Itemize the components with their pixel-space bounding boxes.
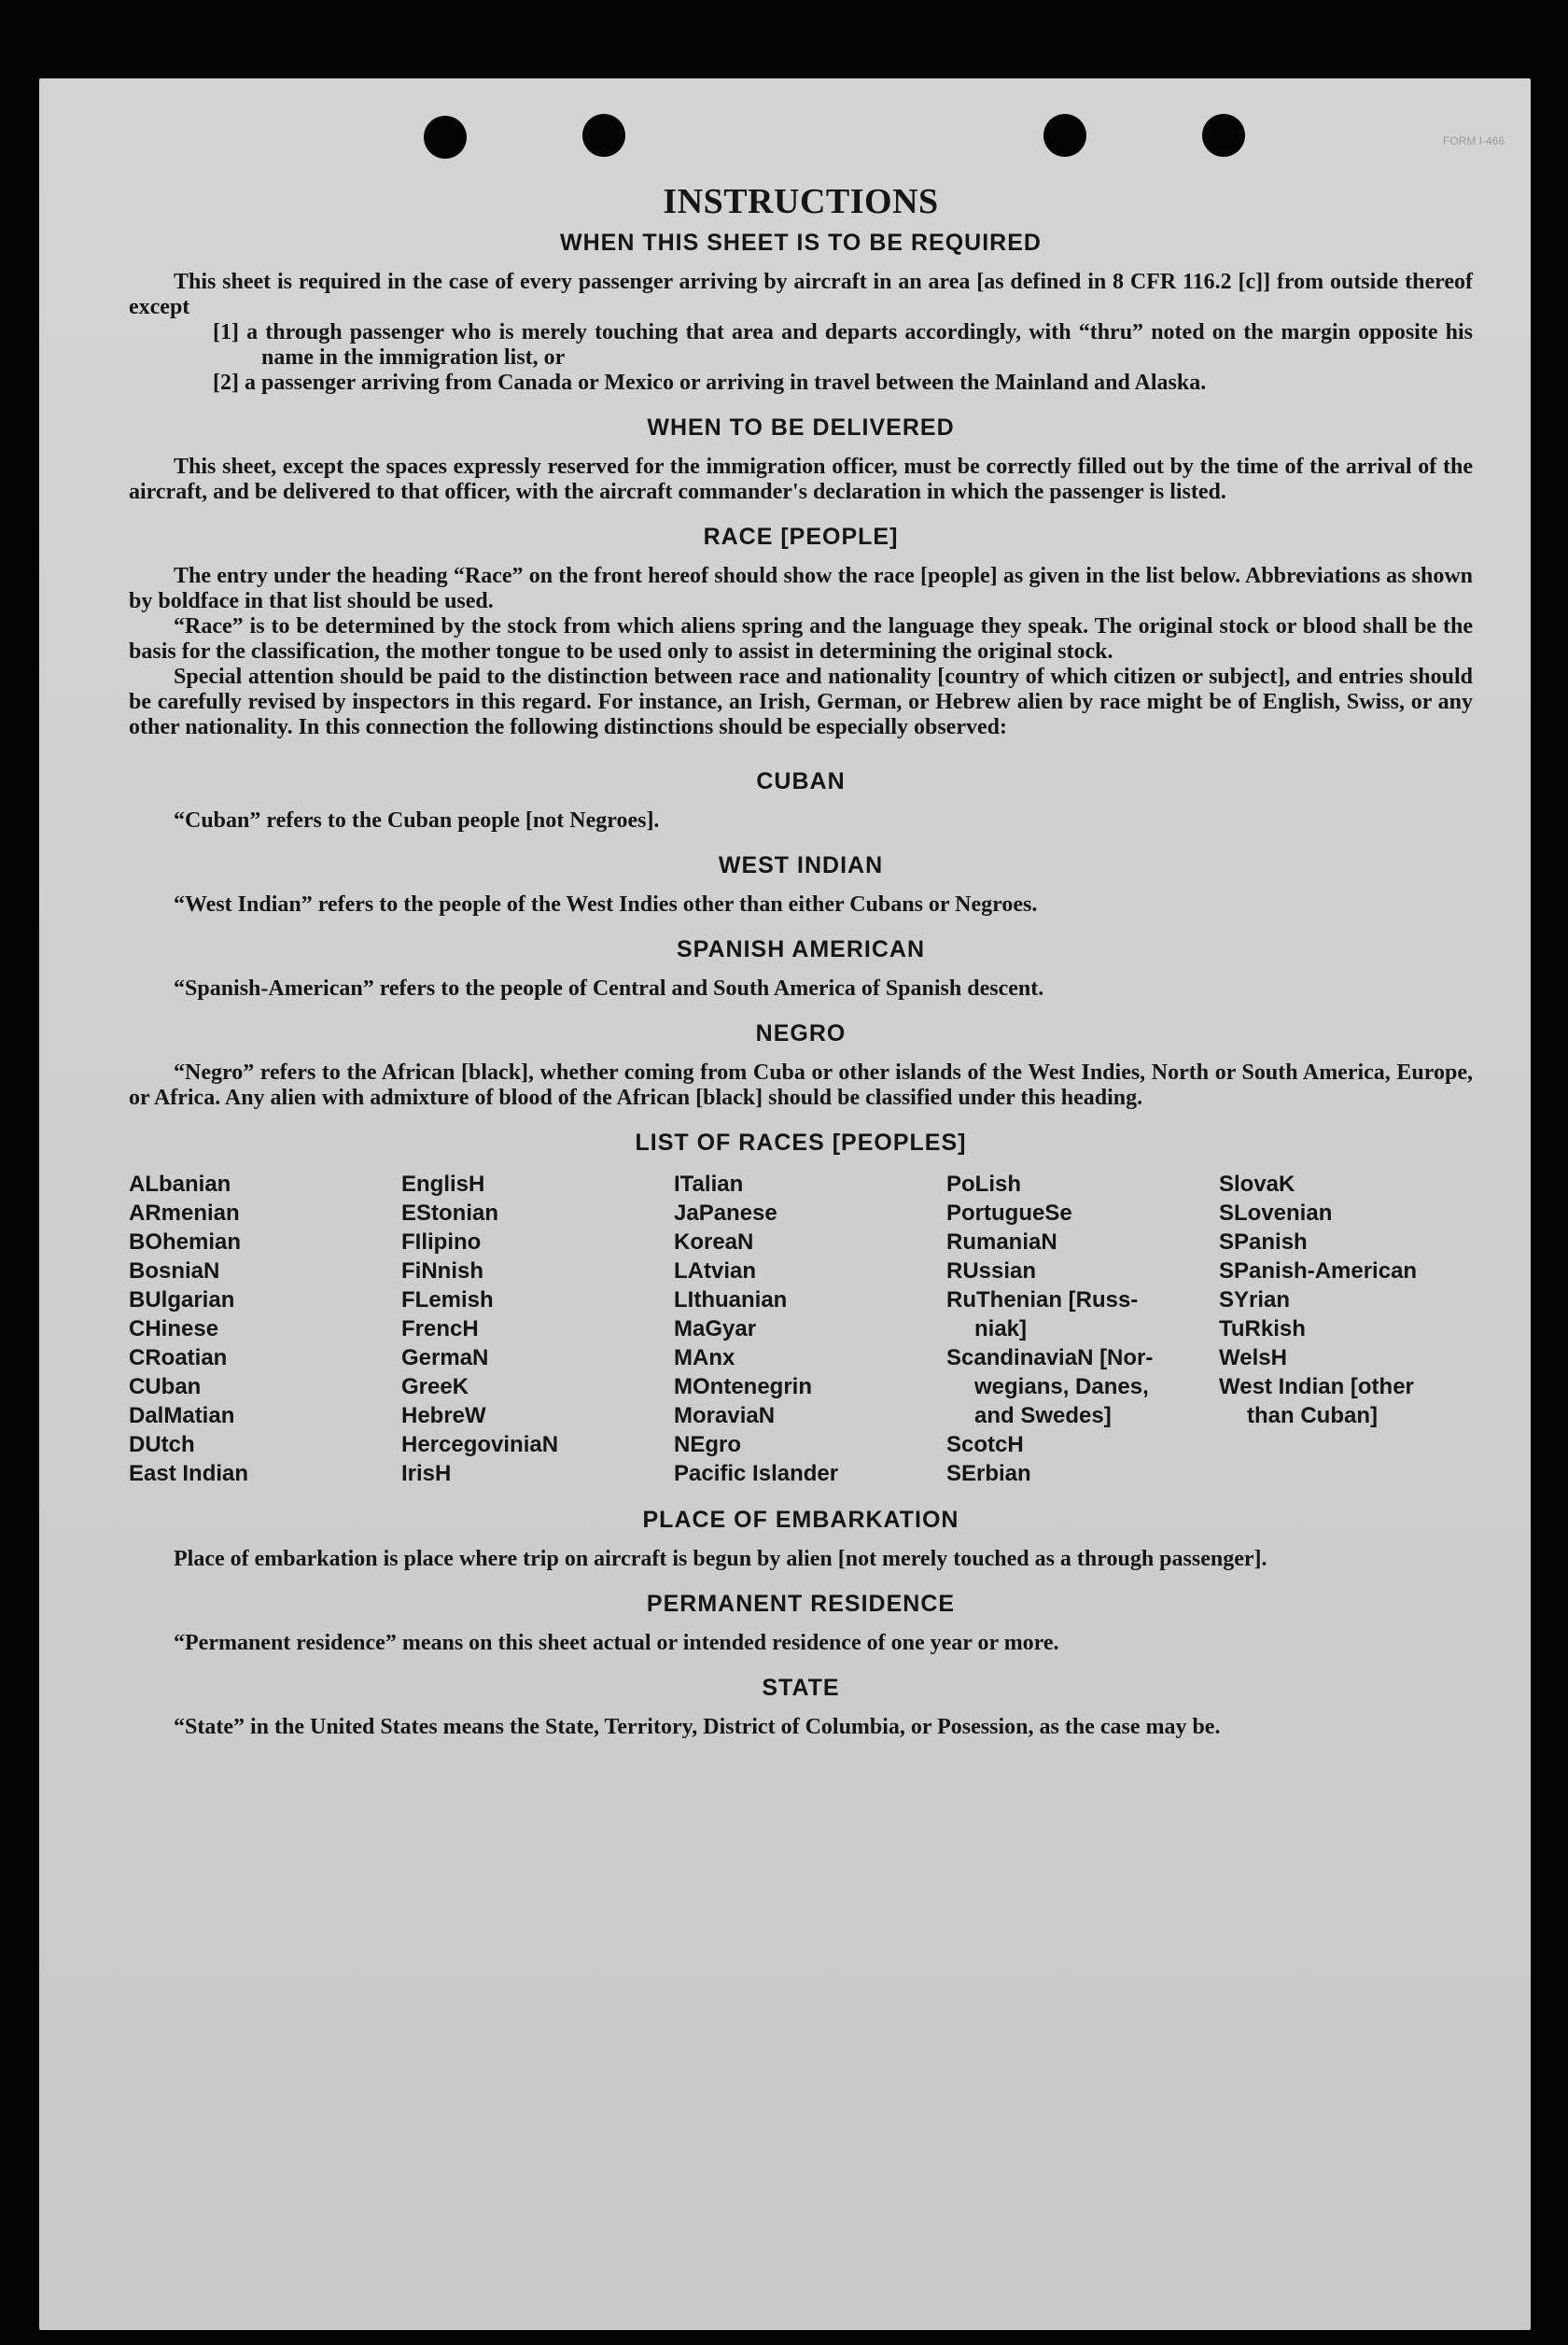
cuban-text: “Cuban” refers to the Cuban people [not Negroes]. xyxy=(174,808,660,833)
race-entry: CRoatian xyxy=(129,1345,228,1370)
heading-state: STATE xyxy=(762,1675,840,1701)
race-entry: LAtvian xyxy=(674,1258,757,1284)
residence-text: “Permanent residence” means on this sheet actual or intended residence of one year or more. xyxy=(174,1631,1059,1655)
race-entry: SPanish xyxy=(1219,1229,1308,1255)
race-entry: than Cuban] xyxy=(1247,1403,1378,1428)
heading-spanish-american: SPANISH AMERICAN xyxy=(676,936,925,962)
exception-list xyxy=(213,320,1473,396)
document-page xyxy=(39,78,1531,2330)
race-entry: SLovenian xyxy=(1219,1201,1333,1226)
punch-hole xyxy=(1202,114,1245,157)
race-column-1 xyxy=(129,1170,383,1488)
race-entry: ALbanian xyxy=(129,1172,231,1197)
race-entry: CUban xyxy=(129,1374,202,1399)
race-entry: MoraviaN xyxy=(674,1403,776,1428)
race-entry: PoLish xyxy=(946,1172,1022,1197)
punch-hole xyxy=(424,116,467,159)
race-entry: EStonian xyxy=(401,1201,499,1226)
west-indian-text: “West Indian” refers to the people of the West Indies other than either Cubans or Negroes. xyxy=(174,892,1038,917)
race-entry: NEgro xyxy=(674,1432,741,1457)
negro-text: “Negro” refers to the African [black], whether coming from Cuba or other islands of the West Indies, North or South America, Europe, or Africa. Any alien with admixture of blood of the African [black] should be classified under this heading. xyxy=(129,1060,1473,1110)
race-entry: ScotcH xyxy=(946,1432,1024,1457)
page-title: INSTRUCTIONS xyxy=(663,182,939,221)
race-entry: DUtch xyxy=(129,1432,195,1457)
punch-hole xyxy=(1043,114,1086,157)
heading-west-indian: WEST INDIAN xyxy=(718,852,884,878)
race-entry: JaPanese xyxy=(674,1201,777,1226)
race-entry: PortugueSe xyxy=(946,1201,1072,1226)
race-entry: RumaniaN xyxy=(946,1229,1057,1255)
required-intro: This sheet is required in the case of every passenger arriving by aircraft in an area [as defined in 8 CFR 116.2 [c]] from outside thereof except xyxy=(129,270,1473,319)
heading-race: RACE [PEOPLE] xyxy=(703,524,899,550)
race-entry: SYrian xyxy=(1219,1287,1291,1313)
heading-list-of-races: LIST OF RACES [PEOPLES] xyxy=(635,1130,967,1156)
race-entry: GermaN xyxy=(401,1345,489,1370)
heading-negro: NEGRO xyxy=(755,1020,847,1046)
race-entry: East Indian xyxy=(129,1461,249,1486)
race-column-4 xyxy=(946,1170,1200,1488)
race-entry: FrencH xyxy=(401,1316,479,1341)
race-entry: GreeK xyxy=(401,1374,469,1399)
race-entry: HercegoviniaN xyxy=(401,1432,559,1457)
race-entry: BosniaN xyxy=(129,1258,220,1284)
race-entry: FLemish xyxy=(401,1287,494,1313)
heading-when-delivered: WHEN TO BE DELIVERED xyxy=(647,414,955,441)
race-paragraph-1: The entry under the heading “Race” on the front hereof should show the race [people] as given in the list below. Abbreviations as shown by boldface in that list should be used. xyxy=(129,564,1473,613)
race-entry: LIthuanian xyxy=(674,1287,788,1313)
race-entry: DalMatian xyxy=(129,1403,235,1428)
race-entry: MAnx xyxy=(674,1345,735,1370)
race-entry: ScandinaviaN [Nor- xyxy=(946,1345,1154,1370)
race-entry: RUssian xyxy=(946,1258,1037,1284)
race-column-3 xyxy=(674,1170,928,1488)
race-entry: wegians, Danes, xyxy=(974,1374,1149,1399)
race-column-5 xyxy=(1219,1170,1473,1488)
race-entry: IrisH xyxy=(401,1461,452,1486)
race-entry: BUlgarian xyxy=(129,1287,235,1313)
race-entry: MaGyar xyxy=(674,1316,757,1341)
race-entry: and Swedes] xyxy=(974,1403,1112,1428)
race-entry: ITalian xyxy=(674,1172,744,1197)
heading-cuban: CUBAN xyxy=(756,768,846,794)
race-entry: FIlipino xyxy=(401,1229,482,1255)
heading-permanent-residence: PERMANENT RESIDENCE xyxy=(646,1591,956,1617)
heading-when-required: WHEN THIS SHEET IS TO BE REQUIRED xyxy=(560,230,1042,256)
instructions-body xyxy=(129,181,1473,1740)
race-entry: BOhemian xyxy=(129,1229,242,1255)
embarkation-text: Place of embarkation is place where trip on aircraft is begun by alien [not merely touched as a through passenger]. xyxy=(174,1547,1267,1571)
form-number: FORM I-466 xyxy=(1442,134,1505,147)
delivered-text: This sheet, except the spaces expressly reserved for the immigration officer, must be correctly filled out by the time of the arrival of the aircraft, and be delivered to that officer, with the aircraft commander's declaration in which the passenger is listed. xyxy=(129,455,1473,504)
exception-item-1: [1] a through passenger who is merely touching that area and departs accordingly, with “thru” noted on the margin opposite his name in the immigration list, or xyxy=(213,320,1473,370)
race-entry: WelsH xyxy=(1219,1345,1287,1370)
race-entry: West Indian [other xyxy=(1219,1374,1414,1399)
race-entry: SErbian xyxy=(946,1461,1031,1486)
race-entry: EnglisH xyxy=(401,1172,485,1197)
race-paragraph-3: Special attention should be paid to the distinction between race and nationality [country of which citizen or subject], and entries should be carefully revised by inspectors in this regard. For instance, an Irish, German, or Hebrew alien by race might be of English, Swiss, or any other nationality. In this connection the following distinctions should be especially observed: xyxy=(129,665,1473,739)
race-entry: HebreW xyxy=(401,1403,486,1428)
race-entry: MOntenegrin xyxy=(674,1374,812,1399)
punch-hole xyxy=(582,114,625,157)
race-entry: TuRkish xyxy=(1219,1316,1306,1341)
race-entry: niak] xyxy=(974,1316,1028,1341)
race-entry: SlovaK xyxy=(1219,1172,1295,1197)
race-entry: SPanish-American xyxy=(1219,1258,1418,1284)
race-entry: ARmenian xyxy=(129,1201,240,1226)
state-text: “State” in the United States means the State, Territory, District of Columbia, or Posession, as the case may be. xyxy=(174,1715,1221,1739)
race-entry: Pacific Islander xyxy=(674,1461,839,1486)
race-paragraph-2: “Race” is to be determined by the stock from which aliens spring and the language they speak. The original stock or blood shall be the basis for the classification, the mother tongue to be used only to assist in determining the original stock. xyxy=(129,614,1473,664)
race-entry: FiNnish xyxy=(401,1258,483,1284)
exception-item-2: [2] a passenger arriving from Canada or Mexico or arriving in travel between the Mainland and Alaska. xyxy=(213,371,1207,395)
race-entry: RuThenian [Russ- xyxy=(946,1287,1139,1313)
race-entry: CHinese xyxy=(129,1316,219,1341)
spanish-american-text: “Spanish-American” refers to the people of Central and South America of Spanish descent. xyxy=(174,976,1044,1001)
heading-embarkation: PLACE OF EMBARKATION xyxy=(642,1507,959,1533)
race-entry: KoreaN xyxy=(674,1229,754,1255)
race-list xyxy=(129,1170,1473,1488)
race-column-2 xyxy=(401,1170,655,1488)
